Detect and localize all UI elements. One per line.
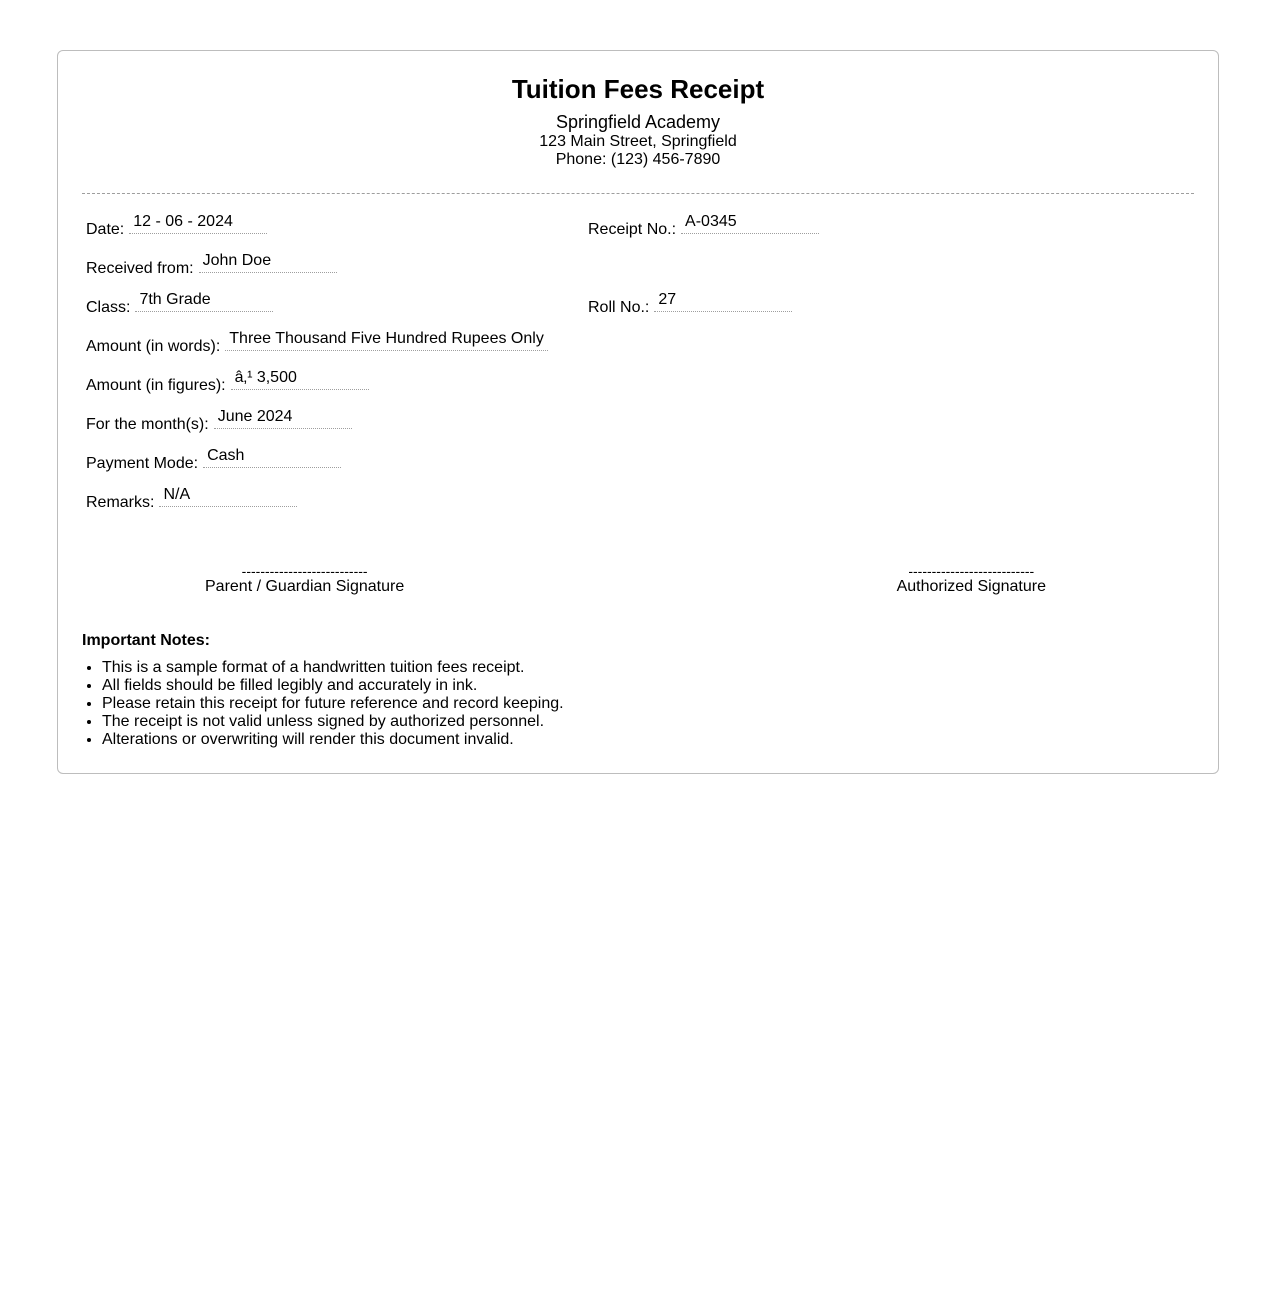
received-from-label: Received from: [86,260,194,277]
class-value: 7th Grade [135,290,273,312]
field-row [86,292,1194,331]
class-label: Class: [86,299,131,316]
received-from-value: John Doe [199,251,337,273]
months-value: June 2024 [214,407,352,429]
list-item: • This is a sample format of a handwritten tuition fees receipt. [102,659,1194,677]
field-row [86,448,1194,487]
receipt-card [57,50,1219,774]
amount-words-label: Amount (in words): [86,338,221,355]
signature-line: --------------------------- [241,563,368,579]
field-row [86,253,1194,292]
field-row [86,214,1194,253]
list-item: • Alterations or overwriting will render this document invalid. [102,731,1194,749]
signature-section [82,564,1194,596]
payment-mode-label: Payment Mode: [86,455,199,472]
field-row [86,370,1194,409]
date-value: 12 - 06 - 2024 [129,212,267,234]
roll-no-label: Roll No.: [588,299,650,316]
authorized-signature-caption: Authorized Signature [896,578,1046,595]
signature-line: --------------------------- [908,563,1035,579]
amount-figures-label: Amount (in figures): [86,377,226,394]
remarks-value: N/A [159,485,297,507]
notes-list [82,659,1194,749]
list-item: • Please retain this receipt for future reference and record keeping. [102,695,1194,713]
school-address: 123 Main Street, Springfield [539,133,737,150]
notes-title: Important Notes: [82,632,210,649]
receipt-no-label: Receipt No.: [588,221,677,238]
field-row [86,331,1194,370]
parent-signature-caption: Parent / Guardian Signature [205,578,405,595]
authorized-signature [897,564,1046,596]
months-label: For the month(s): [86,416,209,433]
payment-mode-value: Cash [203,446,341,468]
list-item: • All fields should be filled legibly and accurately in ink. [102,677,1194,695]
remarks-label: Remarks: [86,494,155,511]
roll-no-value: 27 [654,290,792,312]
school-phone: Phone: (123) 456-7890 [555,151,721,168]
date-label: Date: [86,221,125,238]
list-item: • The receipt is not valid unless signed by authorized personnel. [102,713,1194,731]
school-name: Springfield Academy [555,112,721,132]
receipt-no-value: A-0345 [681,212,819,234]
receipt-title: Tuition Fees Receipt [511,74,765,104]
receipt-header [82,51,1194,169]
parent-signature [205,564,404,596]
field-row [86,487,1194,526]
receipt-fields [82,194,1194,526]
field-row [86,409,1194,448]
important-notes [82,631,1194,749]
amount-words-value: Three Thousand Five Hundred Rupees Only [225,329,548,351]
amount-figures-value: â‚¹ 3,500 [231,368,369,390]
